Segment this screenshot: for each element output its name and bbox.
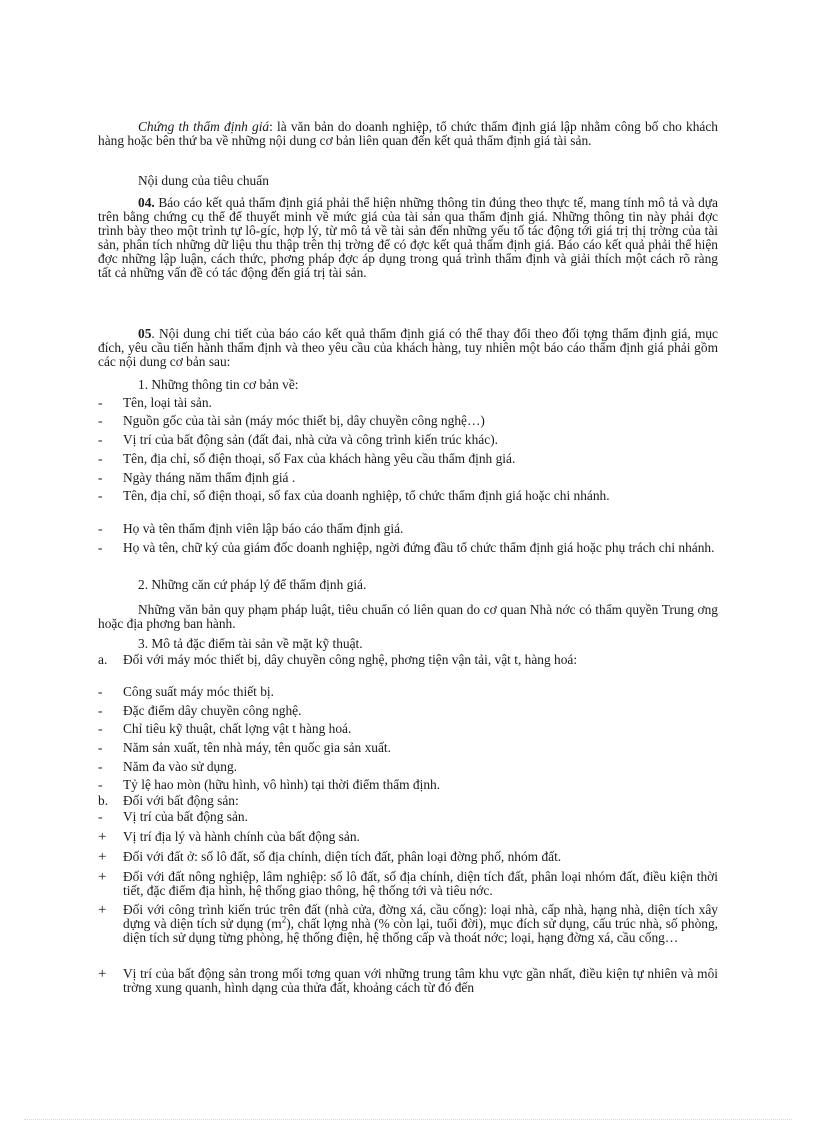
list-item: - Tên, địa chỉ, số điện thoại, số fax của doanh nghiệp, tổ chức thẩm định giá hoặc chi nhánh.	[98, 488, 610, 503]
intro-definition: : là văn bản do doanh nghiệp, tổ chức thẩm định giá lập nhằm công bố cho khách hàng hoặc bên thứ ba về những nội dung cơ bản liên quan đến kết quả thẩm định giá tài sản.	[98, 119, 719, 148]
subsection-a: a. Đối với máy móc thiết bị, dây chuyền công nghệ, phơng tiện vận tải, vật t, hàng hoá:	[98, 652, 578, 667]
list-item: - Tên, loại tài sản.	[98, 395, 212, 410]
list-item: - Công suất máy móc thiết bị.	[98, 684, 274, 699]
list-item: - Chỉ tiêu kỹ thuật, chất lợng vật t hàng hoá.	[98, 721, 352, 736]
intro-term: Chứng th thẩm định giá	[138, 119, 270, 134]
list-item: - Nguồn gốc của tài sản (máy móc thiết bị, dây chuyền công nghệ…)	[98, 413, 485, 428]
list-item: - Họ và tên thẩm định viên lập báo cáo thẩm định giá.	[98, 521, 404, 536]
page-bottom-divider	[24, 1119, 792, 1120]
section-1-heading: 1. Những thông tin cơ bản về:	[138, 377, 299, 392]
list-item: - Ngày tháng năm thẩm định giá .	[98, 470, 296, 485]
list-item: + Đối với đất ở: số lô đất, số địa chính, diện tích đất, phân loại đờng phố, nhóm đất.	[98, 849, 562, 865]
paragraph-05-number: 05	[138, 326, 152, 341]
list-item: - Vị trí của bất động sản (đất đai, nhà cửa và công trình kiến trúc khác).	[98, 432, 498, 447]
list-item: - Vị trí của bất động sản.	[98, 809, 248, 824]
paragraph-04-text: Báo cáo kết quả thẩm định giá phải thể hiện những thông tin đúng theo thực tế, mang tính mô tả và dựa trên bằng chứng cụ thể để thuyết minh về mức giá của tài sản qua thẩm định giá. Những thông tin này phải đợc trình bày theo một trình tự lô-gíc, hợp lý, từ mô tả về tài sản đến những yếu tố tác động tới giá trị thị trờng của tài sản, phân tích những dữ liệu thu thập trên thị trờng để có đợc kết quả thẩm định giá. Báo cáo kết quả phải thể hiện đợc những lập luận, cách thức, phơng pháp đợc áp dụng trong quá trình thẩm định và giải thích một cách rõ ràng tất cả những vấn đề có tác động đến giá trị tài sản.	[98, 195, 718, 280]
paragraph-04	[98, 196, 718, 280]
list-item: - Năm sản xuất, tên nhà máy, tên quốc gia sản xuất.	[98, 740, 391, 755]
paragraph-04-number: 04.	[138, 195, 155, 210]
list-item: - Tên, địa chỉ, số điện thoại, số Fax của khách hàng yêu cầu thẩm định giá.	[98, 451, 516, 466]
subsection-b: b. Đối với bất động sản:	[98, 793, 239, 808]
section-heading: Nội dung của tiêu chuẩn	[138, 173, 269, 188]
list-item: + Đối với công trình kiến trúc trên đất (nhà cửa, đờng xá, cầu cống): loại nhà, cấp nhà, hạng nhà, diện tích xây dựng và diện tích sử dụng $(m^2)$, chất lợng nhà (% còn lại, tuổi đời), mục đích sử dụng, cấu trúc nhà, số phòng, diện tích sử dụng từng phòng, hệ thống điện, hệ thống cấp và thoát nớc; loại, hạng đờng xá, cầu cống…	[98, 902, 719, 945]
list-item: - Đặc điểm dây chuyền công nghệ.	[98, 703, 302, 718]
list-item: - Tỷ lệ hao mòn (hữu hình, vô hình) tại thời điểm thẩm định.	[98, 777, 441, 792]
section-2-heading: 2. Những căn cứ pháp lý để thẩm định giá.	[138, 577, 367, 592]
section-3-heading: 3. Mô tả đặc điểm tài sản về mặt kỹ thuật.	[138, 636, 363, 651]
list-item: + Đối với đất nông nghiệp, lâm nghiệp: số lô đất, số địa chính, diện tích đất, phân loại nhóm đất, điều kiện thời tiết, đặc điểm địa hình, hệ thống giao thông, hệ thống tới và tiêu nớc.	[98, 869, 718, 898]
list-item: - Họ và tên, chữ ký của giám đốc doanh nghiệp, ngời đứng đầu tổ chức thẩm định giá hoặc phụ trách chi nhánh.	[98, 540, 715, 555]
list-item: + Vị trí của bất động sản trong mối tơng quan với những trung tâm khu vực gần nhất, điều kiện tự nhiên và môi trờng xung quanh, hình dạng của thửa đất, khoảng cách từ đó đến	[98, 966, 718, 995]
paragraph-05	[98, 327, 718, 369]
section-2-text: Những văn bản quy phạm pháp luật, tiêu chuẩn có liên quan do cơ quan Nhà nớc có thẩm quyền Trung ơng hoặc địa phơng ban hành.	[98, 602, 718, 631]
list-item: - Năm đa vào sử dụng.	[98, 759, 237, 774]
list-item: + Vị trí địa lý và hành chính của bất động sản.	[98, 829, 360, 845]
paragraph-05-text: . Nội dung chi tiết của báo cáo kết quả thẩm định giá có thể thay đổi theo đối tợng thẩm định giá, mục đích, yêu cầu tiến hành thẩm định và theo yêu cầu của khách hàng, tuy nhiên một báo cáo thẩm định giá phải gồm các nội dung cơ bản sau:	[98, 326, 718, 369]
intro-paragraph	[98, 120, 718, 148]
